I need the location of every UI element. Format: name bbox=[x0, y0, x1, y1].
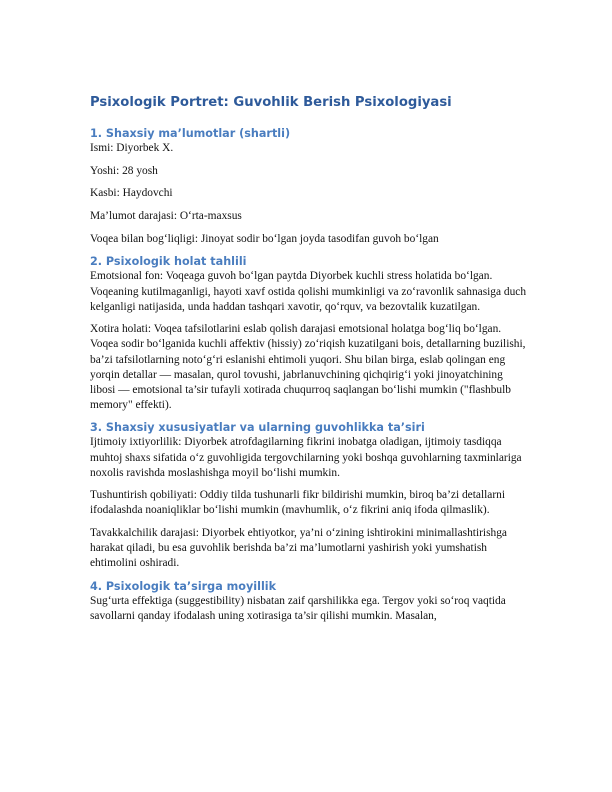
section-psychological-state bbox=[90, 254, 530, 412]
section-heading: 2. Psixologik holat tahlili bbox=[90, 255, 247, 269]
paragraph: Ma’lumot darajasi: O‘rta-maxsus bbox=[90, 210, 242, 223]
paragraph: Emotsional fon: Voqeaga guvoh bo‘lgan paytda Diyorbek kuchli stress holatida bo‘lgan. Voqeaning kutilmaganligi, hayoti xavf ostida qolishi mumkinligi va zo‘ravonlik sahnasiga duch kelganligi natijasida, unda haddan tashqari xavotir, qo‘rquv, va bezovtalik kuzatilgan. bbox=[90, 270, 527, 313]
paragraph: Kasbi: Haydovchi bbox=[90, 187, 173, 200]
paragraph: Ismi: Diyorbek X. bbox=[90, 142, 174, 154]
paragraph: Ijtimoiy ixtiyorlilik: Diyorbek atrofdagilarning fikrini inobatga oladigan, ijtimoiy tasdiqqa muhtoj shaxs sifatida o‘z guvohligida tergovchilarning yoki boshqa guvohlarning taxminlariga noxolis ravishda moslashishga moyil bo‘lishi mumkin. bbox=[90, 436, 522, 479]
paragraph: Yoshi: 28 yosh bbox=[90, 164, 158, 177]
section-heading: 1. Shaxsiy ma’lumotlar (shartli) bbox=[90, 127, 291, 140]
document-title: Psixologik Portret: Guvohlik Berish Psixologiyasi bbox=[90, 95, 452, 110]
document-body bbox=[90, 94, 530, 624]
paragraph: Sug‘urta effektiga (suggestibility) nisbatan zaif qarshilikka ega. Tergov yoki so‘roq vaqtida savollarni qanday ifodalash uning xotirasiga ta’sir qilishi mumkin. Masalan, bbox=[90, 595, 506, 623]
section-suggestibility bbox=[90, 579, 530, 624]
paragraph: Tushuntirish qobiliyati: Oddiy tilda tushunarli fikr bildirishi mumkin, biroq ba’zi detallarni ifodalashda noaniqliklar bo‘lishi mumkin (mavhumlik, o‘z fikrini aniq ifoda qilmaslik). bbox=[90, 489, 505, 517]
section-personal-info bbox=[90, 126, 530, 247]
paragraph: Xotira holati: Voqea tafsilotlarini eslab qolish darajasi emotsional holatga bog‘liq bo‘lgan. Voqea sodir bo‘lganida kuchli affektiv (hissiy) zo‘riqish kuzatilgani bois, detallarning buzilishi, ba’zi tafsilotlarning noto‘g‘ri eslanishi ehtimoli yuqori. Shu bilan birga, eslab qolingan eng yorqin detallar — masalan, qurol tovushi, jabrlanuvchining qichqirig‘i yoki jinoyatchining libosi — emotsional ta’sir tufayli xotirada chuqurroq saqlangan bo‘lishi mumkin ("flashbulb memory" effekti). bbox=[90, 323, 526, 411]
paragraph: Tavakkalchilik darajasi: Diyorbek ehtiyotkor, ya’ni o‘zining ishtirokini minimallashtirishga harakat qiladi, bu esa guvohlik berishda ba’zi ma’lumotlarni yashirish yoki yumshatish ehtimolini oshiradi. bbox=[90, 527, 507, 570]
section-personal-traits bbox=[90, 420, 530, 571]
section-heading: 4. Psixologik ta’sirga moyillik bbox=[90, 580, 277, 593]
paragraph: Voqea bilan bog‘liqligi: Jinoyat sodir bo‘lgan joyda tasodifan guvoh bo‘lgan bbox=[90, 232, 439, 245]
section-heading: 3. Shaxsiy xususiyatlar va ularning guvohlikka ta’siri bbox=[90, 421, 425, 435]
